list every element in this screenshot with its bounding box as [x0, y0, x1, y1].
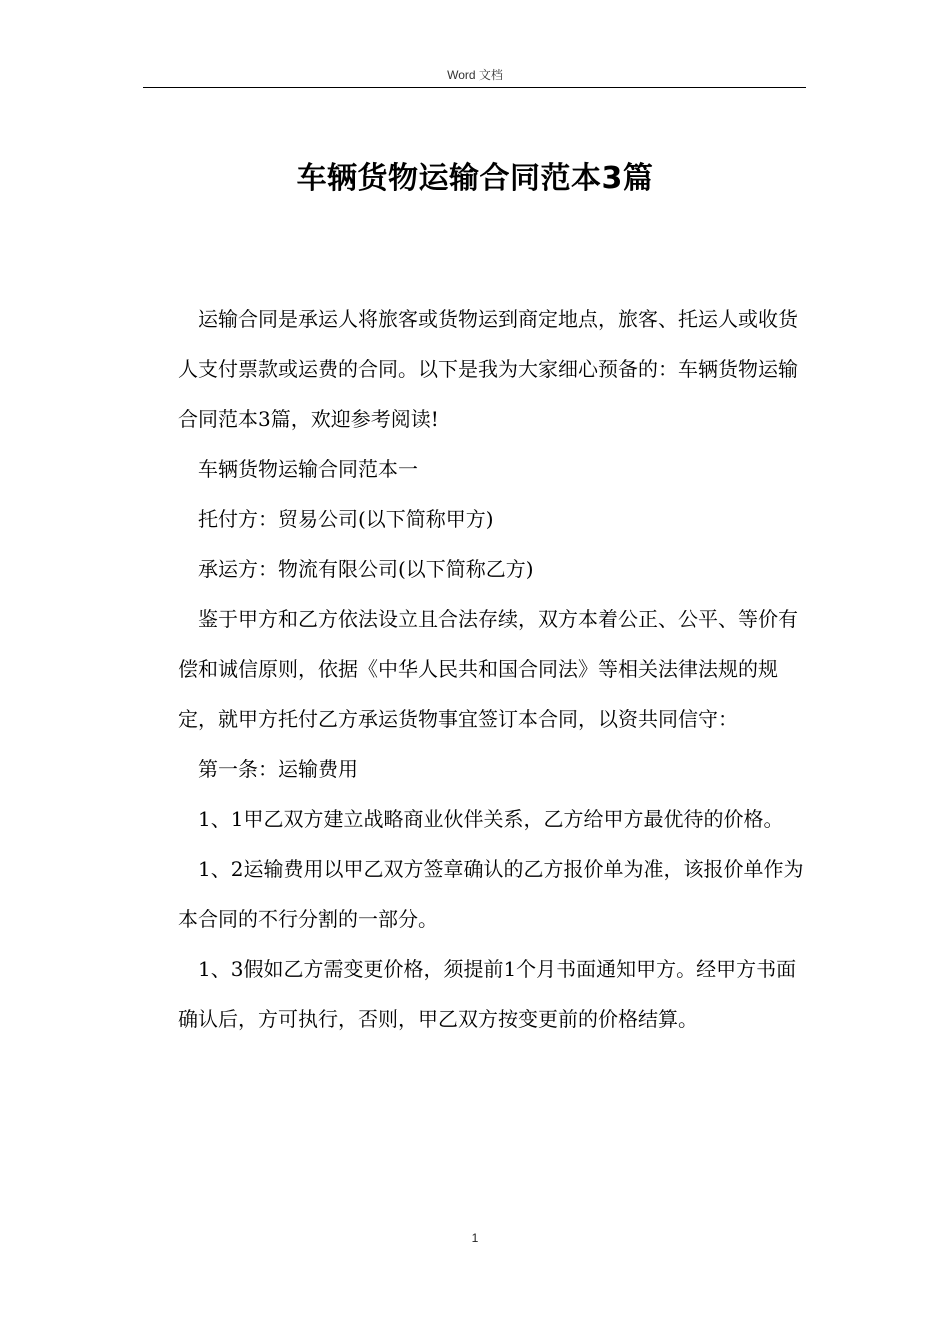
preamble-paragraph: 鉴于甲方和乙方依法设立且合法存续，双方本着公正、公平、等价有偿和诚信原则，依据《中华人民共和国合同法》等相关法律法规的规定，就甲方托付乙方承运货物事宜签订本合同，以资共同信守：	[178, 607, 798, 731]
page-number: 1	[471, 1231, 479, 1245]
intro-paragraph: 运输合同是承运人将旅客或货物运到商定地点，旅客、托运人或收货人支付票款或运费的合同。以下是我为大家细心预备的：车辆货物运输合同范本3篇，欢迎参考阅读!	[178, 307, 798, 431]
document-body	[178, 294, 806, 1044]
document-title: 车辆货物运输合同范本3篇	[296, 161, 654, 196]
section-heading: 车辆货物运输合同范本一	[198, 457, 418, 481]
consignor-line: 托付方：贸易公司(以下简称甲方)	[198, 507, 494, 531]
page-header: Word 文档	[447, 68, 503, 82]
carrier-line: 承运方：物流有限公司(以下简称乙方)	[198, 557, 534, 581]
article-heading: 第一条：运输费用	[198, 757, 358, 781]
clause-paragraph: 1、3假如乙方需变更价格，须提前1个月书面通知甲方。经甲方书面确认后，方可执行，否则，甲乙双方按变更前的价格结算。	[178, 957, 797, 1031]
header-divider	[143, 87, 806, 88]
clause-paragraph: 1、1甲乙双方建立战略商业伙伴关系，乙方给甲方最优待的价格。	[198, 807, 784, 831]
clause-paragraph: 1、2运输费用以甲乙双方签章确认的乙方报价单为准，该报价单作为本合同的不行分割的一部分。	[178, 857, 804, 931]
